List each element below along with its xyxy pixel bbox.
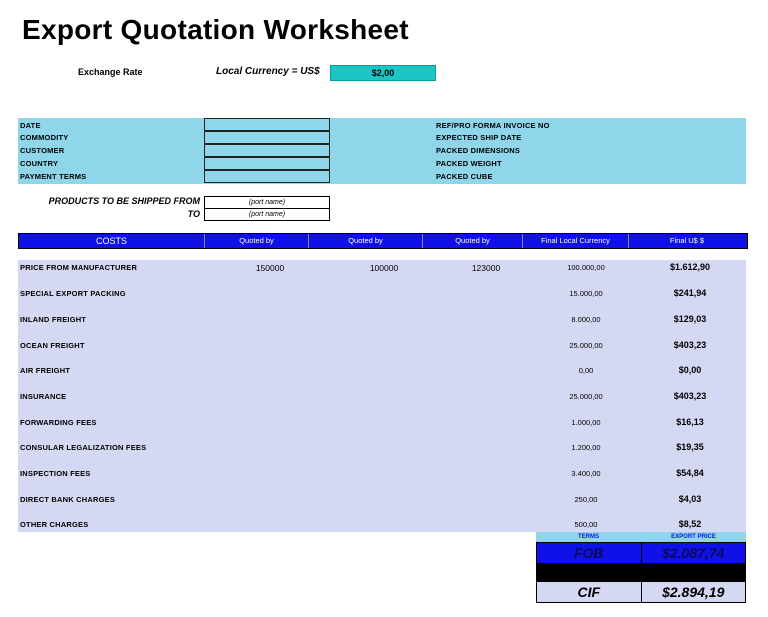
final-local-header: Final Local Currency: [523, 234, 629, 248]
local-currency-cell[interactable]: 8.000,00: [571, 315, 601, 324]
local-currency-cell[interactable]: 1.000,00: [571, 418, 601, 427]
costs-header: COSTS: [19, 234, 205, 248]
quote-1-cell[interactable]: 150000: [255, 263, 285, 273]
usd-cell: $1.612,90: [669, 262, 711, 272]
payment-terms-field[interactable]: [204, 170, 330, 183]
fob-value: $2.087,74: [662, 545, 725, 561]
fob-label: FOB: [537, 543, 642, 563]
costs-header-row: [18, 233, 748, 249]
exchange-rate-field[interactable]: $2,00: [330, 65, 436, 81]
usd-cell: $4,03: [678, 494, 702, 504]
table-row: [18, 467, 746, 481]
cube-label: PACKED CUBE: [436, 172, 493, 181]
usd-cell: $403,23: [673, 391, 707, 401]
invoice-no-label: REF/PRO FORMA INVOICE NO: [436, 121, 550, 130]
quote-3-cell[interactable]: 123000: [471, 263, 501, 273]
quote-2-cell[interactable]: 100000: [369, 263, 399, 273]
cost-label: PRICE FROM MANUFACTURER: [20, 263, 138, 272]
local-currency-cell[interactable]: 100.000,00: [567, 263, 605, 272]
usd-cell: $8,52: [678, 519, 702, 529]
table-row: [18, 313, 746, 327]
table-row: [18, 364, 746, 378]
cost-label: FORWARDING FEES: [20, 418, 97, 427]
fob-row: [536, 542, 746, 564]
usd-cell: $16,13: [676, 417, 704, 427]
cif-value: $2.894,19: [662, 584, 725, 600]
final-usd-header: Final U$ $: [669, 236, 705, 245]
usd-cell: $129,03: [673, 314, 707, 324]
usd-cell: $0,00: [678, 365, 702, 375]
table-row: [18, 441, 746, 455]
table-row: [18, 390, 746, 404]
terms-label: TERMS: [578, 534, 599, 540]
cost-label: INLAND FREIGHT: [20, 315, 87, 324]
local-currency-cell[interactable]: 1.200,00: [571, 443, 601, 452]
cost-label: CONSULAR LEGALIZATION FEES: [20, 443, 147, 452]
cost-label: INSPECTION FEES: [20, 469, 91, 478]
cif-label: CIF: [537, 582, 642, 602]
quoted-by-header-3: Quoted by: [423, 234, 523, 248]
customer-field[interactable]: [204, 144, 330, 157]
ship-from-label: PRODUCTS TO BE SHIPPED FROM: [48, 196, 200, 206]
local-currency-cell[interactable]: 3.400,00: [571, 469, 601, 478]
export-price-label: EXPORT PRICE: [671, 534, 716, 540]
commodity-label: COMMODITY: [20, 133, 69, 142]
payment-terms-label: PAYMENT TERMS: [20, 172, 87, 181]
cost-label: OCEAN FREIGHT: [20, 341, 85, 350]
cif-row: [536, 581, 746, 603]
customer-label: CUSTOMER: [20, 146, 65, 155]
commodity-field[interactable]: [204, 131, 330, 144]
ship-to-field[interactable]: (port name): [204, 208, 330, 221]
cost-label: DIRECT BANK CHARGES: [20, 495, 116, 504]
local-currency-cell[interactable]: 500,00: [574, 520, 598, 529]
table-row: [18, 261, 746, 275]
cost-label: SPECIAL EXPORT PACKING: [20, 289, 126, 298]
ship-from-field[interactable]: (port name): [204, 196, 330, 209]
weight-label: PACKED WEIGHT: [436, 159, 502, 168]
table-row: [18, 493, 746, 507]
usd-cell: $403,23: [673, 340, 707, 350]
local-currency-cell[interactable]: 25.000,00: [569, 392, 603, 401]
local-currency-label: Local Currency = US$: [216, 66, 320, 77]
quoted-by-header-2: Quoted by: [309, 234, 423, 248]
local-currency-cell[interactable]: 25.000,00: [569, 341, 603, 350]
exchange-rate-label: Exchange Rate: [78, 67, 143, 77]
cost-table: [18, 260, 746, 532]
cost-label: OTHER CHARGES: [20, 520, 89, 529]
usd-cell: $19,35: [676, 442, 704, 452]
table-row: [18, 518, 746, 532]
ship-to-label: TO: [187, 209, 200, 219]
date-field[interactable]: [204, 118, 330, 131]
usd-cell: $54,84: [676, 468, 704, 478]
cost-label: INSURANCE: [20, 392, 67, 401]
local-currency-cell[interactable]: 0,00: [578, 366, 594, 375]
country-field[interactable]: [204, 157, 330, 170]
dimensions-label: PACKED DIMENSIONS: [436, 146, 521, 155]
date-label: DATE: [20, 121, 41, 130]
usd-cell: $241,94: [673, 288, 707, 298]
local-currency-cell[interactable]: 15.000,00: [569, 289, 603, 298]
table-row: [18, 339, 746, 353]
country-label: COUNTRY: [20, 159, 59, 168]
shipment-info-panel: [18, 118, 746, 184]
local-currency-cell[interactable]: 250,00: [574, 495, 598, 504]
quoted-by-header-1: Quoted by: [205, 234, 309, 248]
table-row: [18, 416, 746, 430]
ship-date-label: EXPECTED SHIP DATE: [436, 133, 522, 142]
cost-label: AIR FREIGHT: [20, 366, 71, 375]
table-row: [18, 287, 746, 301]
summary-header: [536, 532, 746, 542]
divider-bar: [536, 563, 746, 581]
page-title: Export Quotation Worksheet: [22, 14, 409, 45]
